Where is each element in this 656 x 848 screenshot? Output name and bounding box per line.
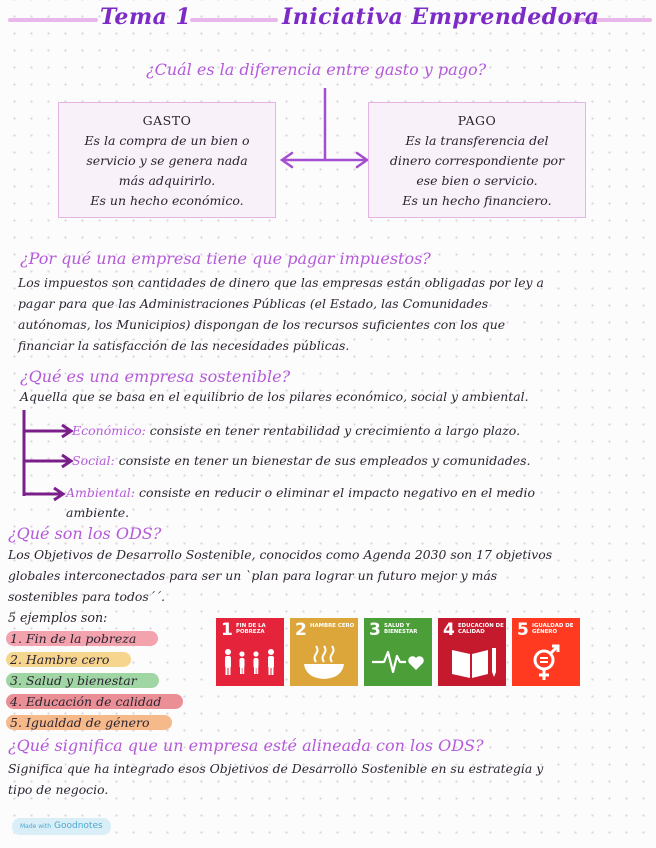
tile-label: FIN DE LA POBREZA: [236, 623, 266, 635]
tile-label: HAMBRE CERO: [310, 623, 355, 629]
pillar-key: Económico:: [72, 423, 146, 438]
paragraph-line: tipo de negocio.: [8, 782, 109, 797]
gasto-box: [58, 102, 276, 218]
pillar-ambiental: [66, 484, 535, 502]
example-item: 5. Igualdad de género: [6, 715, 172, 730]
question-empresa-sostenible: ¿Qué es una empresa sostenible?: [20, 367, 291, 386]
paragraph-line: Los impuestos son cantidades de dinero que las empresas están obligadas por ley a: [18, 275, 544, 290]
made-with-text: Made with: [20, 823, 51, 830]
example-item: 4. Educación de calidad: [6, 694, 183, 709]
question-ods: ¿Qué son los ODS?: [8, 524, 162, 543]
paragraph-line: sostenibles para todos´´.: [8, 589, 166, 604]
tile-number: 2: [295, 620, 307, 640]
pago-title: PAGO: [457, 113, 497, 128]
page-title: Iniciativa Emprendedora: [282, 4, 600, 30]
alineada-paragraph: [8, 758, 543, 800]
example-item: 2. Hambre cero: [6, 652, 131, 667]
pillar-text: consiste en tener un bienestar de sus empleados y comunidades.: [114, 453, 531, 468]
gasto-title: GASTO: [142, 113, 192, 128]
paragraph-line: financiar la satisfacción de las necesidades públicas.: [18, 338, 350, 353]
pago-line: dinero correspondiente por: [389, 153, 565, 168]
gasto-line: Es un hecho económico.: [90, 193, 244, 208]
header-underline-middle: [190, 18, 278, 22]
ods-tile-4: [438, 618, 506, 686]
header-underline-left: [8, 18, 98, 22]
paragraph-line: pagar para que las Administraciones Públicas (el Estado, las Comunidades: [18, 296, 489, 311]
paragraph-line: autónomas, los Municipios) dispongan de los recursos suficientes con los que: [18, 317, 506, 332]
tile-number: 3: [369, 620, 381, 640]
gender-equality-icon: [512, 640, 580, 684]
bowl-icon: [290, 640, 358, 684]
pago-box: [368, 102, 586, 218]
pillar-text: consiste en tener rentabilidad y crecimiento a largo plazo.: [145, 423, 521, 438]
heartbeat-icon: [364, 640, 432, 684]
paragraph-line: globales interconectados para ser un `plan para lograr un futuro mejor y más: [8, 568, 498, 583]
connector-arrows: [270, 80, 370, 180]
impuestos-paragraph: [18, 272, 544, 356]
topic-title: Tema 1: [100, 4, 192, 30]
gasto-line: más adquirirlo.: [118, 173, 216, 188]
goodnotes-badge: [12, 818, 111, 835]
tile-number: 4: [443, 620, 455, 640]
pillar-key: Ambiental:: [66, 485, 136, 500]
examples-title: 5 ejemplos son:: [8, 610, 108, 625]
tile-label: IGUALDAD DE GÉNERO: [532, 623, 574, 635]
pago-line: Es un hecho financiero.: [402, 193, 552, 208]
book-pencil-icon: [438, 640, 506, 684]
ods-tile-2: [290, 618, 358, 686]
tile-label: SALUD Y BIENESTAR: [384, 623, 418, 635]
ods-tile-3: [364, 618, 432, 686]
goodnotes-brand: Goodnotes: [54, 821, 103, 831]
question-impuestos: ¿Por qué una empresa tiene que pagar impuestos?: [20, 249, 431, 268]
pillar-text: consiste en reducir o eliminar el impacto negativo en el medio: [135, 485, 536, 500]
paragraph-line: Significa que ha integrado esos Objetivos de Desarrollo Sostenible en su estrategia y: [8, 761, 544, 776]
tile-number: 5: [517, 620, 529, 640]
ods-tile-5: [512, 618, 580, 686]
example-item: 3. Salud y bienestar: [6, 673, 159, 688]
gasto-line: Es la compra de un bien o: [84, 133, 250, 148]
pillar-social: [72, 452, 531, 470]
pillar-key: Social:: [72, 453, 115, 468]
question-alineada-ods: ¿Qué significa que un empresa esté alineada con los ODS?: [8, 736, 484, 755]
ods-tile-1: [216, 618, 284, 686]
family-icon: [216, 640, 284, 684]
pillar-economico: [72, 422, 520, 440]
ods-paragraph: [8, 544, 552, 607]
sostenible-intro: Aquella que se basa en el equilibrio de los pilares económico, social y ambiental.: [20, 389, 529, 404]
question-gasto-pago: ¿Cuál es la diferencia entre gasto y pago?: [146, 60, 487, 79]
tile-number: 1: [221, 620, 233, 640]
example-item: 1. Fin de la pobreza: [6, 631, 158, 646]
tile-label: EDUCACIÓN DE CALIDAD: [458, 623, 504, 635]
paragraph-line: Los Objetivos de Desarrollo Sostenible, conocidos como Agenda 2030 son 17 objetivos: [8, 547, 553, 562]
pillar-ambiental-continuation: ambiente.: [66, 505, 130, 520]
pago-line: Es la transferencia del: [405, 133, 549, 148]
gasto-line: servicio y se genera nada: [86, 153, 248, 168]
pago-line: ese bien o servicio.: [416, 173, 538, 188]
